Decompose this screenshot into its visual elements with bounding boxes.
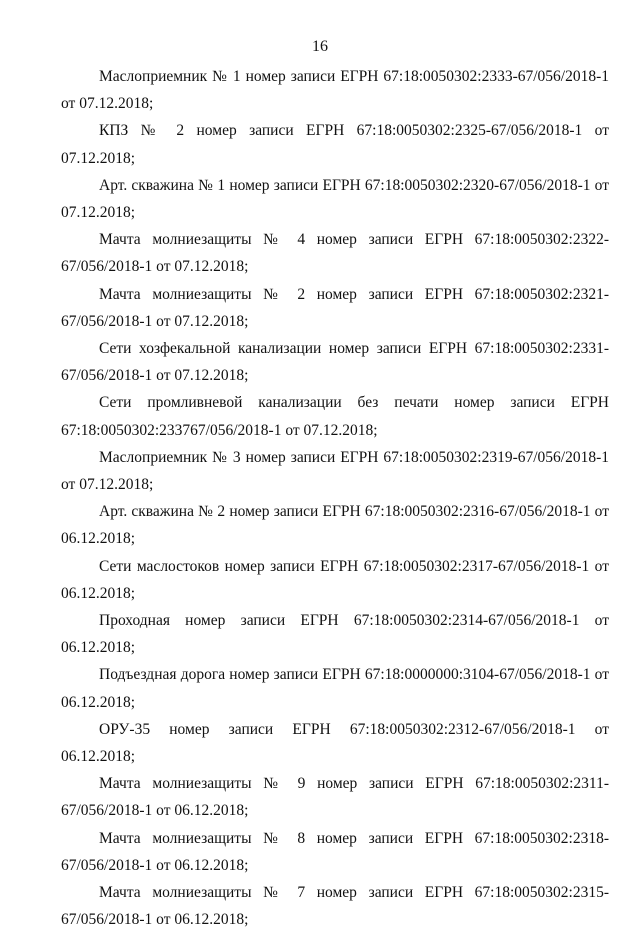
registry-entry-10: Сети маслостоков номер записи ЕГРН 67:18:0050302:2317-67/056/2018-1 от 06.12.2018; [61,557,609,602]
registry-entry-12: Подъездная дорога номер записи ЕГРН 67:18:0000000:3104-67/056/2018-1 от 06.12.2018; [61,666,609,711]
registry-entry-9: Арт. скважина № 2 номер записи ЕГРН 67:18:0050302:2316-67/056/2018-1 от 06.12.2018; [61,503,609,548]
registry-entry-11: Проходная номер записи ЕГРН 67:18:0050302:2314-67/056/2018-1 от 06.12.2018; [61,612,609,657]
document-body [61,63,609,934]
registry-entry-6: Сети хозфекальной канализации номер записи ЕГРН 67:18:0050302:2331-67/056/2018-1 от 07.12.2018; [61,340,609,385]
registry-entry-7: Сети промливневой канализации без печати номер записи ЕГРН 67:18:0050302:233767/056/2018-1 от 07.12.2018; [61,394,609,439]
registry-entry-5: Мачта молниезащиты № 2 номер записи ЕГРН 67:18:0050302:2321-67/056/2018-1 от 07.12.2018; [61,285,609,330]
page-number: 16 [312,38,328,55]
registry-entry-8: Маслоприемник № 3 номер записи ЕГРН 67:18:0050302:2319-67/056/2018-1 от 07.12.2018; [61,448,609,494]
registry-entry-14: Мачта молниезащиты № 9 номер записи ЕГРН 67:18:0050302:2311-67/056/2018-1 от 06.12.2018; [61,775,609,820]
registry-entry-13: ОРУ-35 номер записи ЕГРН 67:18:0050302:2312-67/056/2018-1 от 06.12.2018; [61,720,609,766]
registry-entry-15: Мачта молниезащиты № 8 номер записи ЕГРН 67:18:0050302:2318-67/056/2018-1 от 06.12.2018; [61,829,609,874]
registry-entry-4: Мачта молниезащиты № 4 номер записи ЕГРН 67:18:0050302:2322-67/056/2018-1 от 07.12.2018; [61,231,609,276]
registry-entry-3: Арт. скважина № 1 номер записи ЕГРН 67:18:0050302:2320-67/056/2018-1 от 07.12.2018; [61,176,609,222]
registry-entry-2: КПЗ № 2 номер записи ЕГРН 67:18:0050302:2325-67/056/2018-1 от 07.12.2018; [61,122,609,167]
registry-entry-1: Маслоприемник № 1 номер записи ЕГРН 67:18:0050302:2333-67/056/2018-1 от 07.12.2018; [61,68,609,113]
registry-entry-16: Мачта молниезащиты № 7 номер записи ЕГРН 67:18:0050302:2315-67/056/2018-1 от 06.12.2018; [61,884,609,929]
